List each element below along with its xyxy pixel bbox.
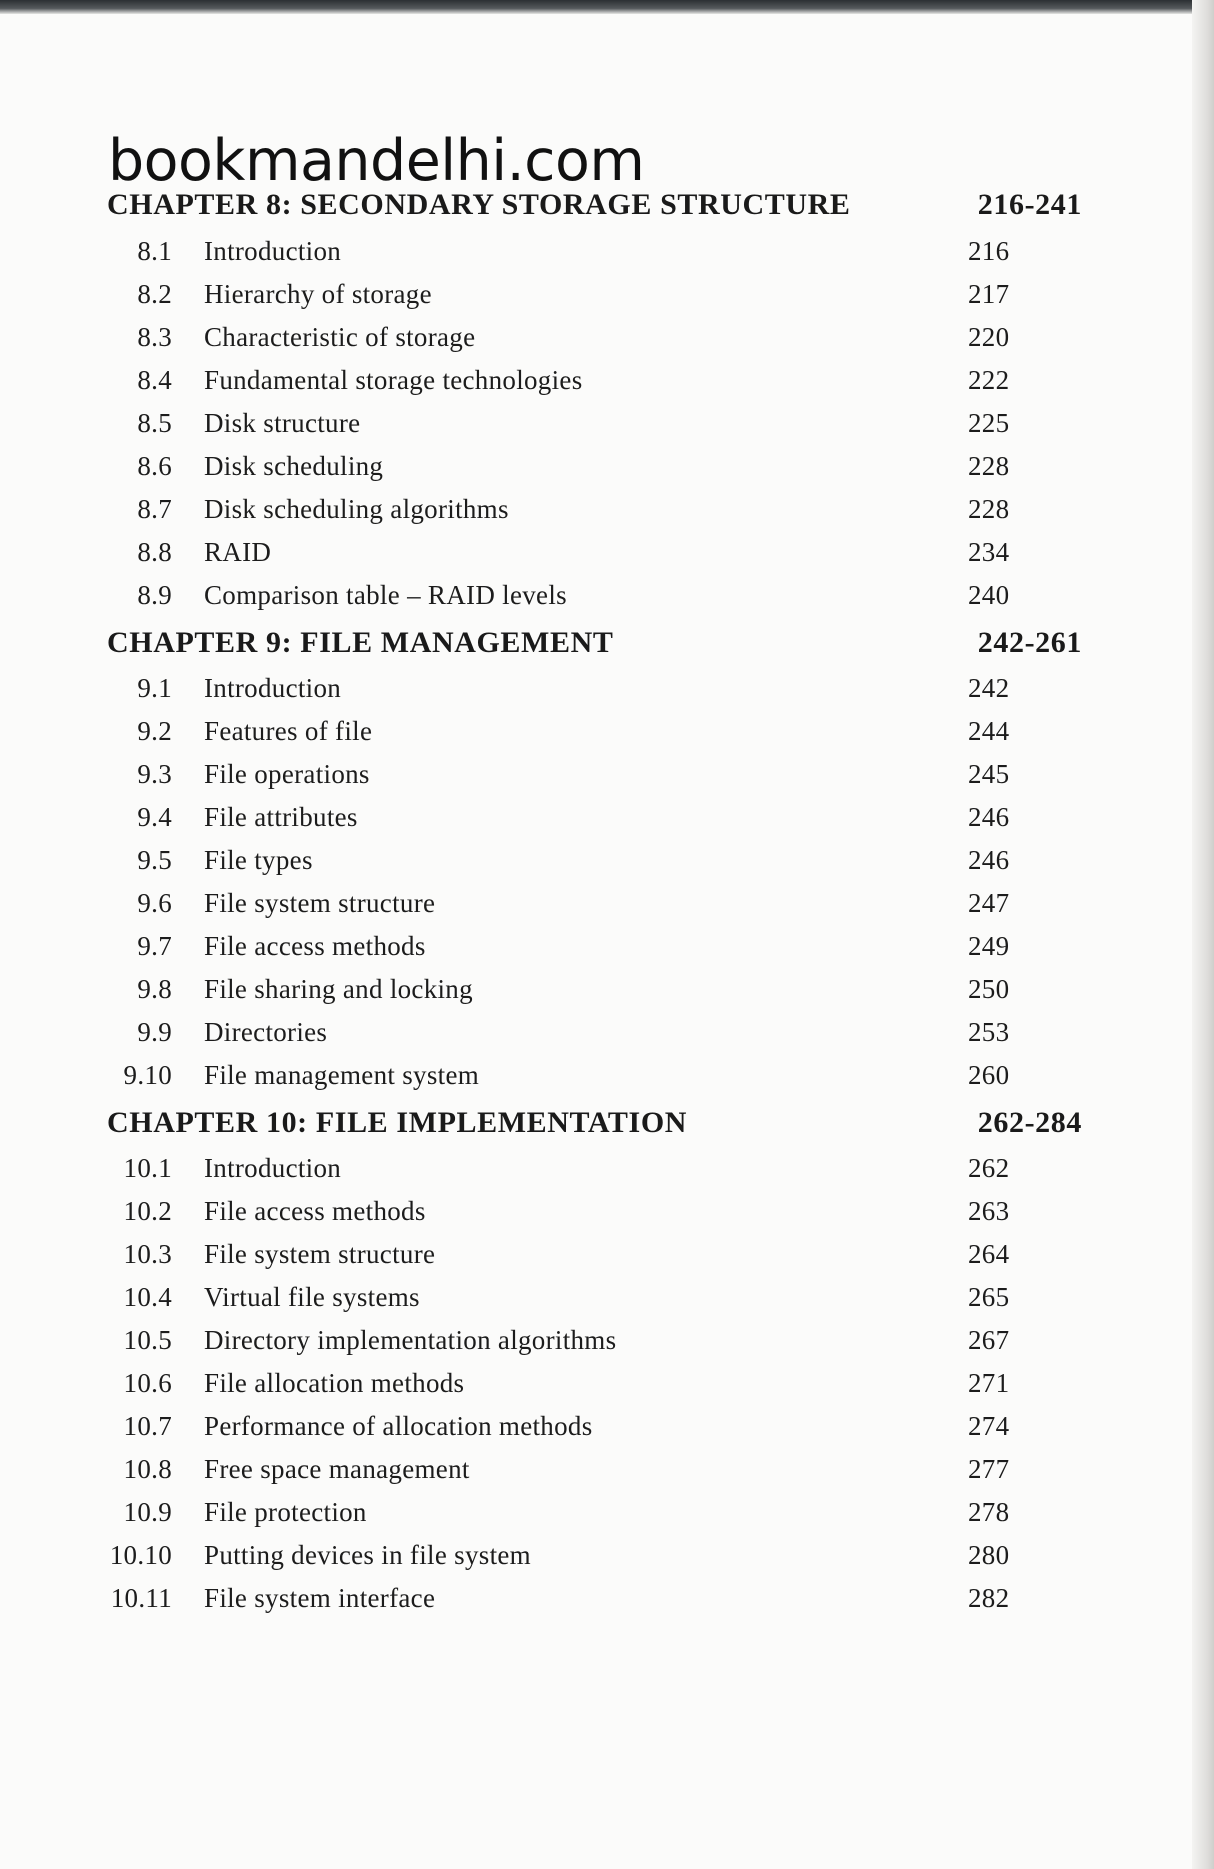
section-number: 10.7 <box>123 1411 172 1441</box>
section-page: 271 <box>968 1368 1010 1398</box>
chapter-title: CHAPTER 9: FILE MANAGEMENT <box>107 626 614 659</box>
section-title: Comparison table – RAID levels <box>204 580 567 610</box>
section-number: 10.11 <box>110 1583 172 1613</box>
section-number: 9.10 <box>123 1060 172 1090</box>
section-number: 10.8 <box>123 1454 172 1484</box>
section-title: Free space management <box>204 1454 470 1484</box>
section-number: 8.2 <box>137 279 172 309</box>
chapter-page-range: 242-261 <box>977 626 1082 659</box>
toc-entry <box>100 1454 1030 1492</box>
section-title: File allocation methods <box>204 1368 465 1398</box>
section-page: 249 <box>968 931 1010 961</box>
toc-entry <box>100 1411 1030 1449</box>
scan-right-edge <box>1192 0 1214 1869</box>
section-page: 253 <box>968 1017 1010 1047</box>
toc-entry <box>100 408 1030 446</box>
section-number: 8.1 <box>137 236 172 266</box>
section-title: Disk structure <box>204 408 361 438</box>
section-page: 244 <box>968 716 1010 746</box>
section-title: File operations <box>204 759 370 789</box>
watermark-text: bookmandelhi.com <box>108 128 645 194</box>
section-page: 228 <box>968 451 1010 481</box>
section-page: 263 <box>968 1196 1010 1226</box>
toc-entry <box>100 1368 1030 1406</box>
toc-entry <box>100 931 1030 969</box>
section-title: File protection <box>204 1497 367 1527</box>
toc-entry <box>100 1060 1030 1098</box>
section-page: 246 <box>968 802 1010 832</box>
section-number: 9.4 <box>137 802 172 832</box>
chapter-page-range: 262-284 <box>977 1106 1082 1139</box>
section-number: 8.4 <box>137 365 172 395</box>
section-title: File types <box>204 845 313 875</box>
section-title: Introduction <box>204 673 342 703</box>
section-title: File access methods <box>204 1196 426 1226</box>
section-number: 9.9 <box>137 1017 172 1047</box>
section-page: 280 <box>968 1540 1010 1570</box>
section-number: 8.8 <box>137 537 172 567</box>
section-title: File system interface <box>204 1583 436 1613</box>
toc-entry <box>100 322 1030 360</box>
section-page: 225 <box>968 408 1010 438</box>
scan-top-edge <box>0 0 1214 14</box>
toc-entry <box>100 888 1030 926</box>
section-page: 250 <box>968 974 1010 1004</box>
section-page: 264 <box>968 1239 1010 1269</box>
section-number: 9.6 <box>137 888 172 918</box>
section-page: 267 <box>968 1325 1010 1355</box>
toc-entry <box>100 494 1030 532</box>
section-page: 277 <box>968 1454 1010 1484</box>
section-page: 282 <box>968 1583 1010 1613</box>
section-title: Directories <box>204 1017 328 1047</box>
section-title: File system structure <box>204 1239 436 1269</box>
toc-entry <box>100 1583 1030 1621</box>
toc-entry <box>100 580 1030 618</box>
section-title: Introduction <box>204 1153 342 1183</box>
toc-entry <box>100 279 1030 317</box>
toc-entry <box>100 365 1030 403</box>
section-page: 240 <box>968 580 1010 610</box>
section-title: Hierarchy of storage <box>204 279 432 309</box>
section-page: 216 <box>968 236 1010 266</box>
section-number: 8.9 <box>137 580 172 610</box>
section-title: Characteristic of storage <box>204 322 476 352</box>
section-title: Fundamental storage technologies <box>204 365 583 395</box>
section-page: 217 <box>968 279 1010 309</box>
section-number: 8.7 <box>137 494 172 524</box>
chapter-heading <box>107 188 1082 228</box>
section-number: 9.7 <box>137 931 172 961</box>
toc-entry <box>100 1325 1030 1363</box>
section-title: Virtual file systems <box>204 1282 420 1312</box>
section-number: 10.9 <box>123 1497 172 1527</box>
section-page: 234 <box>968 537 1010 567</box>
section-number: 10.3 <box>123 1239 172 1269</box>
section-number: 8.3 <box>137 322 172 352</box>
toc-entry <box>100 537 1030 575</box>
section-page: 262 <box>968 1153 1010 1183</box>
toc-entry <box>100 1196 1030 1234</box>
section-number: 9.1 <box>137 673 172 703</box>
section-page: 220 <box>968 322 1010 352</box>
section-number: 10.5 <box>123 1325 172 1355</box>
toc-entry <box>100 716 1030 754</box>
toc-entry <box>100 1540 1030 1578</box>
toc-entry <box>100 1282 1030 1320</box>
section-title: RAID <box>204 537 272 567</box>
chapter-heading <box>107 626 1082 666</box>
section-page: 242 <box>968 673 1010 703</box>
toc-entry <box>100 1497 1030 1535</box>
toc-entry <box>100 1017 1030 1055</box>
section-number: 9.2 <box>137 716 172 746</box>
section-title: Disk scheduling <box>204 451 384 481</box>
section-number: 10.2 <box>123 1196 172 1226</box>
section-title: Directory implementation algorithms <box>204 1325 617 1355</box>
toc-entry <box>100 1239 1030 1277</box>
chapter-page-range: 216-241 <box>977 188 1082 221</box>
section-number: 10.1 <box>123 1153 172 1183</box>
section-page: 265 <box>968 1282 1010 1312</box>
toc-entry <box>100 845 1030 883</box>
chapter-title: CHAPTER 8: SECONDARY STORAGE STRUCTURE <box>107 188 851 221</box>
toc-entry <box>100 236 1030 274</box>
section-page: 246 <box>968 845 1010 875</box>
section-number: 9.3 <box>137 759 172 789</box>
toc-entry <box>100 1153 1030 1191</box>
section-page: 222 <box>968 365 1010 395</box>
toc-entry <box>100 759 1030 797</box>
section-number: 10.10 <box>109 1540 172 1570</box>
toc-entry <box>100 802 1030 840</box>
section-number: 9.5 <box>137 845 172 875</box>
section-number: 10.4 <box>123 1282 172 1312</box>
section-title: File management system <box>204 1060 480 1090</box>
section-title: File access methods <box>204 931 426 961</box>
chapter-title: CHAPTER 10: FILE IMPLEMENTATION <box>107 1106 688 1139</box>
section-page: 278 <box>968 1497 1010 1527</box>
toc-entry <box>100 974 1030 1012</box>
section-number: 10.6 <box>123 1368 172 1398</box>
section-title: File attributes <box>204 802 358 832</box>
section-title: Features of file <box>204 716 373 746</box>
toc-entry <box>100 451 1030 489</box>
section-page: 228 <box>968 494 1010 524</box>
section-page: 260 <box>968 1060 1010 1090</box>
section-title: Putting devices in file system <box>204 1540 531 1570</box>
chapter-heading <box>107 1106 1082 1146</box>
section-page: 274 <box>968 1411 1010 1441</box>
section-number: 8.6 <box>137 451 172 481</box>
section-number: 8.5 <box>137 408 172 438</box>
section-title: Performance of allocation methods <box>204 1411 593 1441</box>
toc-entry <box>100 673 1030 711</box>
section-title: File system structure <box>204 888 436 918</box>
section-title: Disk scheduling algorithms <box>204 494 509 524</box>
section-title: File sharing and locking <box>204 974 473 1004</box>
section-page: 247 <box>968 888 1010 918</box>
section-page: 245 <box>968 759 1010 789</box>
section-number: 9.8 <box>137 974 172 1004</box>
section-title: Introduction <box>204 236 342 266</box>
